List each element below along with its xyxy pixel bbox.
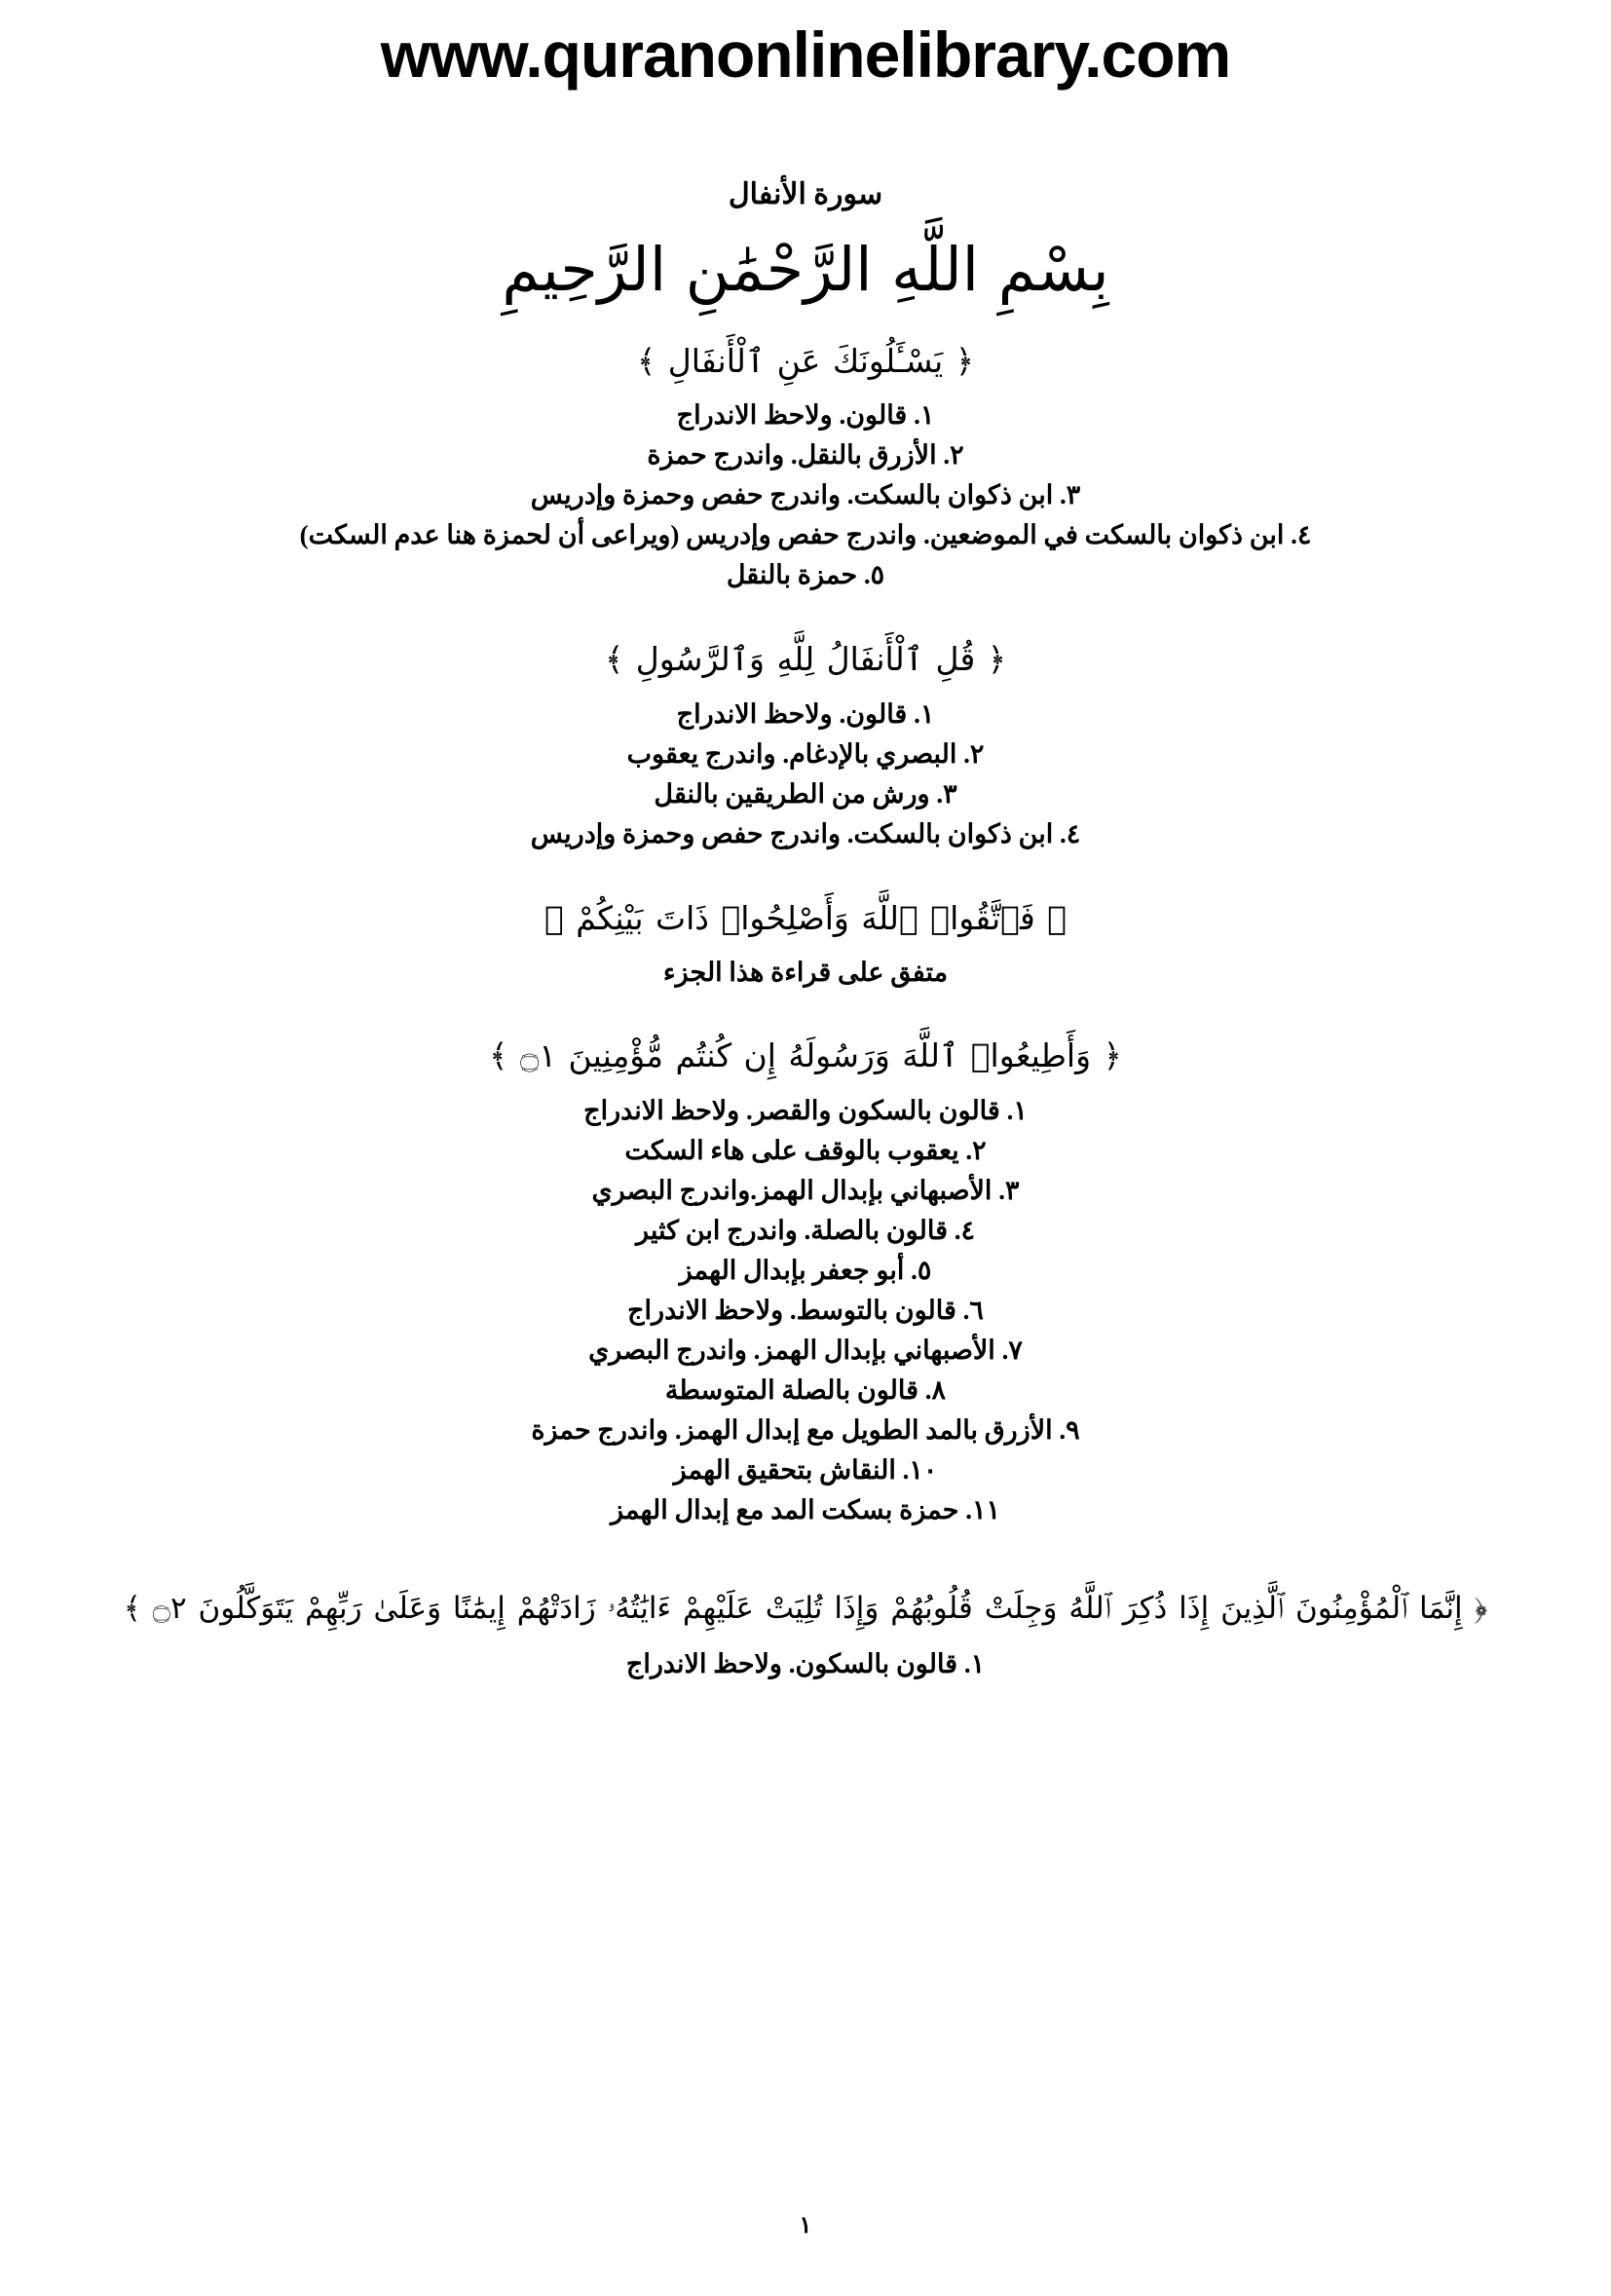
list-item: ٣. ابن ذكوان بالسكت. واندرج حفص وحمزة وإدريس <box>530 480 1081 510</box>
document-page <box>0 18 1611 2296</box>
list-item: ٢. يعقوب بالوقف على هاء السكت <box>624 1135 987 1165</box>
notes-list <box>47 1091 1564 1530</box>
note-text: ١. قالون بالسكون. ولاحظ الاندراج <box>625 1648 986 1678</box>
list-item: ٤. ابن ذكوان بالسكت في الموضعين. واندرج حفص وإدريس (ويراعى أن لحمزة هنا عدم السكت) <box>299 520 1312 550</box>
list-item: ٦. قالون بالتوسط. ولاحظ الاندراج <box>627 1295 984 1325</box>
ayah-section <box>0 336 1611 595</box>
ayah-section <box>0 1031 1611 1529</box>
list-item: ٢. البصري بالإدغام. واندرج يعقوب <box>626 738 985 769</box>
list-item: ٩. الأزرق بالمد الطويل مع إبدال الهمز. واندرج حمزة <box>531 1414 1080 1445</box>
ayah-text: ﴿ قُلِ ٱلْأَنفَالُ لِلَّهِ وَٱلرَّسُولِ ﴾ <box>604 640 1007 679</box>
ayah-text: ﴿ فَٱتَّقُوا۟ ٱللَّهَ وَأَصْلِحُوا۟ ذَاتَ بَيْنِكُمْ ﴾ <box>543 898 1068 937</box>
list-item: ٥. أبو جعفر بإبدال الهمز <box>679 1255 932 1285</box>
ayah-text: ﴿ يَسْـَٔلُونَكَ عَنِ ٱلْأَنفَالِ ﴾ <box>636 342 975 381</box>
list-item: ٢. الأزرق بالنقل. واندرج حمزة <box>647 440 964 470</box>
list-item: ١. قالون بالسكون والقصر. ولاحظ الاندراج <box>583 1095 1028 1125</box>
notes-list <box>47 695 1564 854</box>
list-item: ٧. الأصبهاني بإبدال الهمز. واندرج البصري <box>588 1335 1023 1365</box>
ayah-text: ﴿ وَأَطِيعُوا۟ ٱللَّهَ وَرَسُولَهُ إِن كُنتُم مُّؤْمِنِينَ ۝١ ﴾ <box>489 1036 1122 1075</box>
site-watermark: www.quranonlinelibrary.com <box>380 19 1231 91</box>
ayah-section <box>0 893 1611 993</box>
section-spacer <box>0 997 1611 1009</box>
ayah-text: ﴿ إِنَّمَا ٱلْمُؤْمِنُونَ ٱلَّذِينَ إِذَا ذُكِرَ ٱللَّهُ وَجِلَتْ قُلُوبُهُمْ وَإِذَا تُلِيَتْ عَلَيْهِمْ ءَايَٰتُهُۥ زَادَتْهُمْ إِيمَٰنًا وَعَلَىٰ رَبِّهِمْ يَتَوَكَّلُونَ ۝٢ ﴾ <box>123 1590 1488 1626</box>
list-item: ١٠. النقاش بتحقيق الهمز <box>673 1454 938 1485</box>
surah-title: سورة الأنفال <box>728 178 883 210</box>
page-number: ١ <box>799 2213 812 2239</box>
list-item: ١١. حمزة بسكت المد مع إبدال الهمز <box>611 1494 1000 1524</box>
list-item: ٨. قالون بالصلة المتوسطة <box>664 1374 947 1405</box>
basmala-calligraphy: بِسْمِ اللَّهِ الرَّحْمَٰنِ الرَّحِيمِ <box>502 234 1109 305</box>
list-item: ٤. قالون بالصلة. واندرج ابن كثير <box>635 1215 975 1245</box>
list-item: ٥. حمزة بالنقل <box>726 560 885 590</box>
list-item: ١. قالون. ولاحظ الاندراج <box>676 400 935 431</box>
list-item: ١. قالون. ولاحظ الاندراج <box>676 698 935 729</box>
list-item: ٣. الأصبهاني بإبدال الهمز.واندرج البصري <box>591 1175 1020 1205</box>
note-text: متفق على قراءة هذا الجزء <box>662 957 949 987</box>
ayah-section <box>0 634 1611 853</box>
list-item: ٣. ورش من الطريقين بالنقل <box>654 778 957 809</box>
section-spacer <box>0 860 1611 872</box>
section-spacer <box>0 1536 1611 1562</box>
section-spacer <box>0 601 1611 613</box>
notes-list <box>47 395 1564 595</box>
ayah-section <box>0 1583 1611 1683</box>
list-item: ٤. ابن ذكوان بالسكت. واندرج حفص وحمزة وإدريس <box>530 818 1081 848</box>
